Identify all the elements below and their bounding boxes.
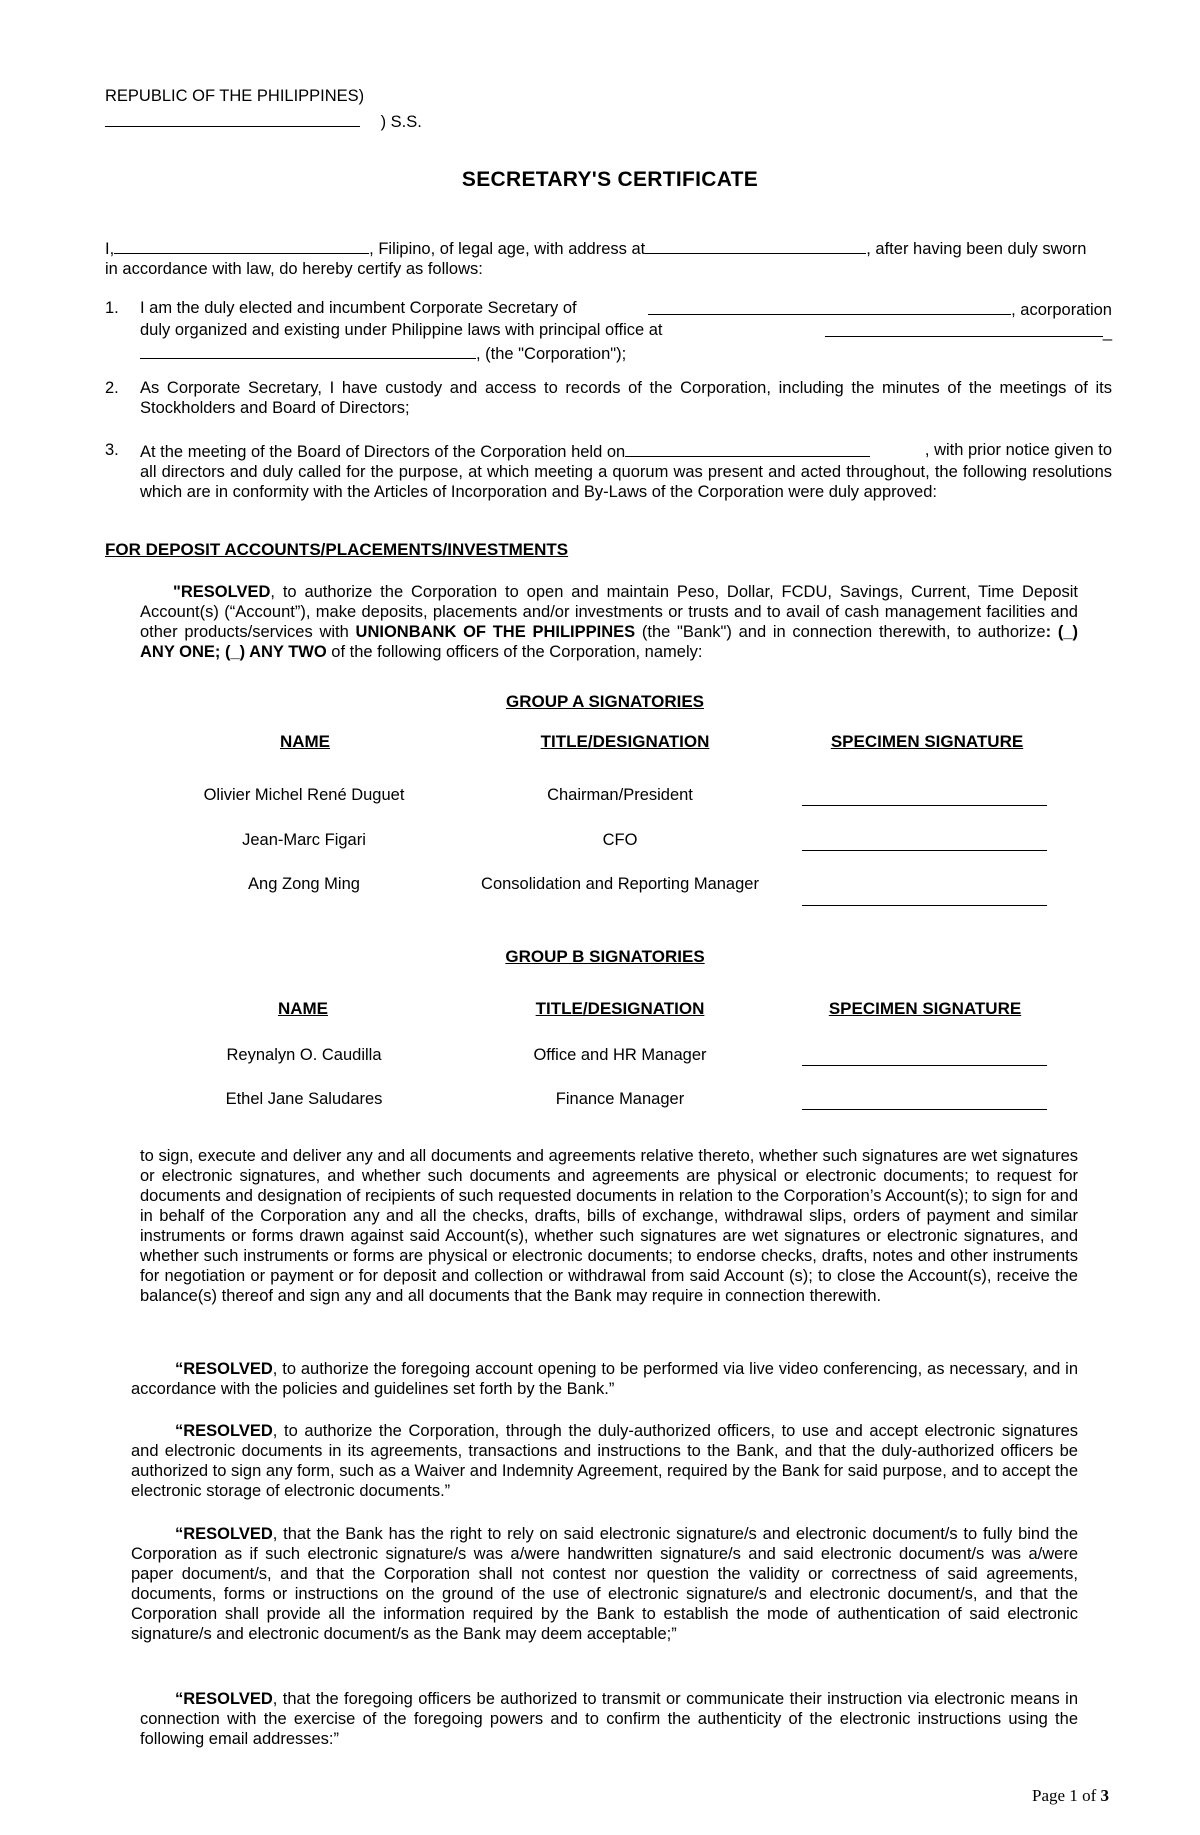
item-1-number: 1. <box>105 299 119 317</box>
signatory-name: Jean-Marc Figari <box>242 831 366 849</box>
signatory-name: Reynalyn O. Caudilla <box>226 1046 382 1064</box>
principal-office-blank-2[interactable] <box>140 342 476 359</box>
signing-options: : (_) ANY ONE; (_) ANY TWO <box>140 623 1078 661</box>
group-a-col-signature: SPECIMEN SIGNATURE <box>830 732 1024 751</box>
item-1-text-b: , acorporation <box>1011 301 1112 319</box>
item-1-text-e: , (the "Corporation"); <box>476 345 627 363</box>
intro-i: I, <box>105 240 115 258</box>
resolution-email-instructions <box>140 1689 1078 1749</box>
resolution-text-2: (the "Bank") and in connection therewith, to authorize <box>635 623 1046 641</box>
group-a-col-title: TITLE/DESIGNATION <box>540 732 710 751</box>
page-title: SECRETARY'S CERTIFICATE <box>461 168 759 191</box>
item-3 <box>140 440 1112 502</box>
item-1-text-a: I am the duly elected and incumbent Corporate Secretary of <box>140 299 577 317</box>
page-total: 3 <box>1100 1786 1109 1805</box>
item-1-text-c: duly organized and existing under Philippine laws with principal office at <box>140 321 663 339</box>
resolved-lead: “RESOLVED <box>175 1360 273 1378</box>
principal-office-blank[interactable] <box>825 320 1103 337</box>
resolution-text: , to authorize the Corporation, through the duly-authorized officers, to use and accept electronic signatures and electronic documents in its agreements, transactions and instructions to the Bank, and that the duly-authorized officers be authorized to sign any form, such as a Waiver and Indemnity Agreement, required by the Bank for said purpose, and to accept the electronic storage of electronic documents.” <box>131 1422 1078 1500</box>
republic-header: REPUBLIC OF THE PHILIPPINES) <box>105 87 365 105</box>
item-3-text-b: , with prior notice given to <box>924 441 1112 459</box>
signatory-title: Consolidation and Reporting Manager <box>481 875 759 893</box>
resolved-lead: “RESOLVED <box>175 1525 273 1543</box>
authority-paragraph: to sign, execute and deliver any and all documents and agreements relative thereto, whether such signatures are wet signatures or electronic signatures, and whether such documents and agreements are physical or electronic documents; to request for documents and designation of recipients of such requested documents in relation to the Corporation’s Account(s); to sign for and in behalf of the Corporation any and all the checks, drafts, bills of exchange, withdrawal slips, orders of payment and similar instruments or forms drawn against said Account(s), whether such signatures are wet signatures or electronic signatures, and whether such instruments or forms are physical or electronic documents; to endorse checks, drafts, notes and other instruments for negotiation or payment or for deposit and collection or withdrawal from said Account (s); to close the Account(s), receive the balance(s) thereof and sign any and all documents that the Bank may require in connection therewith. <box>140 1147 1078 1305</box>
specimen-signature-line[interactable] <box>802 1108 1047 1110</box>
specimen-signature-line[interactable] <box>802 1064 1047 1066</box>
intro-paragraph <box>105 237 1112 279</box>
affiant-name-blank[interactable] <box>114 237 369 254</box>
resolved-lead: "RESOLVED <box>173 583 271 601</box>
item-3-number: 3. <box>105 441 119 459</box>
venue-blank[interactable] <box>105 110 360 127</box>
item-3-text-a: At the meeting of the Board of Directors of the Corporation held on <box>140 443 626 461</box>
resolved-lead: “RESOLVED <box>175 1690 273 1708</box>
resolution-deposit <box>140 582 1078 662</box>
ss-label: ) S.S. <box>380 113 422 131</box>
resolution-text: , that the Bank has the right to rely on said electronic signature/s and electronic document/s to fully bind the Corporation as if such electronic signature/s was a/were handwritten signature/s and said electronic document/s was a/were paper document/s, and that the Corporation shall not contest nor question the validity or correctness of said agreements, documents, forms or instructions on the ground of the use of electronic signature/s and electronic document/s, and that the Corporation shall provide all the information required by the Bank to establish the mode of authentication of said electronic signature/s and electronic document/s as the Bank may deem acceptable;” <box>131 1525 1078 1643</box>
section-heading: FOR DEPOSIT ACCOUNTS/PLACEMENTS/INVESTMENTS <box>105 540 569 559</box>
resolution-text: , that the foregoing officers be authorized to transmit or communicate their instruction via electronic means in connection with the exercise of the foregoing powers and to confirm the authenticity of the electronic instructions using the following email addresses:” <box>140 1690 1078 1748</box>
signatory-name: Ang Zong Ming <box>248 875 360 893</box>
item-1 <box>140 298 1112 364</box>
signatory-name: Olivier Michel René Duguet <box>203 786 405 804</box>
group-b-col-title: TITLE/DESIGNATION <box>535 999 705 1018</box>
item-2-text: As Corporate Secretary, I have custody and access to records of the Corporation, including the minutes of the meetings of its Stockholders and Board of Directors; <box>140 379 1112 417</box>
intro-line2: in accordance with law, do hereby certify as follows: <box>105 260 483 278</box>
group-a-title: GROUP A SIGNATORIES <box>505 692 705 711</box>
resolution-electronic-signatures <box>131 1421 1078 1501</box>
specimen-signature-line[interactable] <box>802 904 1047 906</box>
item-1-text-d: _ <box>1102 323 1112 341</box>
bank-name: UNIONBANK OF THE PHILIPPINES <box>355 623 636 641</box>
intro-filipino: , Filipino, of legal age, with address at <box>369 240 646 258</box>
item-3-text-rest: all directors and duly called for the purpose, at which meeting a quorum was present and acted throughout, the following resolutions which are in conformity with the Articles of Incorporation and By-Laws of the Corporation were duly approved: <box>140 463 1112 501</box>
signatory-title: Chairman/President <box>547 786 693 804</box>
page-label: Page <box>1032 1786 1070 1805</box>
resolution-text: , to authorize the foregoing account opening to be performed via live video conferencing, as necessary, and in accordance with the policies and guidelines set forth by the Bank.” <box>131 1360 1078 1398</box>
affiant-address-blank[interactable] <box>645 237 866 254</box>
resolution-text-3: of the following officers of the Corporation, namely: <box>326 643 703 661</box>
intro-after: , after having been duly sworn <box>866 240 1087 258</box>
resolution-bank-reliance <box>131 1524 1078 1644</box>
resolution-video <box>131 1359 1078 1399</box>
specimen-signature-line[interactable] <box>802 804 1047 806</box>
page-current: 1 <box>1069 1786 1078 1805</box>
signatory-title: CFO <box>602 831 638 849</box>
signatory-name: Ethel Jane Saludares <box>225 1090 383 1108</box>
signatory-title: Office and HR Manager <box>533 1046 707 1064</box>
resolved-lead: “RESOLVED <box>175 1422 273 1440</box>
page-number <box>1032 1786 1109 1806</box>
signatory-title: Finance Manager <box>555 1090 685 1108</box>
group-a-col-name: NAME <box>279 732 331 751</box>
item-2-number: 2. <box>105 379 119 397</box>
page-of: of <box>1077 1786 1101 1805</box>
specimen-signature-line[interactable] <box>802 849 1047 851</box>
group-b-col-name: NAME <box>277 999 329 1018</box>
group-b-title: GROUP B SIGNATORIES <box>505 947 705 966</box>
meeting-date-blank[interactable] <box>625 440 870 457</box>
corporation-name-blank[interactable] <box>648 298 1011 315</box>
venue-line <box>105 110 422 132</box>
group-b-col-signature: SPECIMEN SIGNATURE <box>828 999 1022 1018</box>
resolution-text-1: , to authorize the Corporation to open and maintain Peso, Dollar, FCDU, Savings, Current, Time Deposit Account(s) (“Account”), make deposits, placements and/or investments or trusts and to avail of cash management facilities and other products/services with <box>140 583 1078 641</box>
